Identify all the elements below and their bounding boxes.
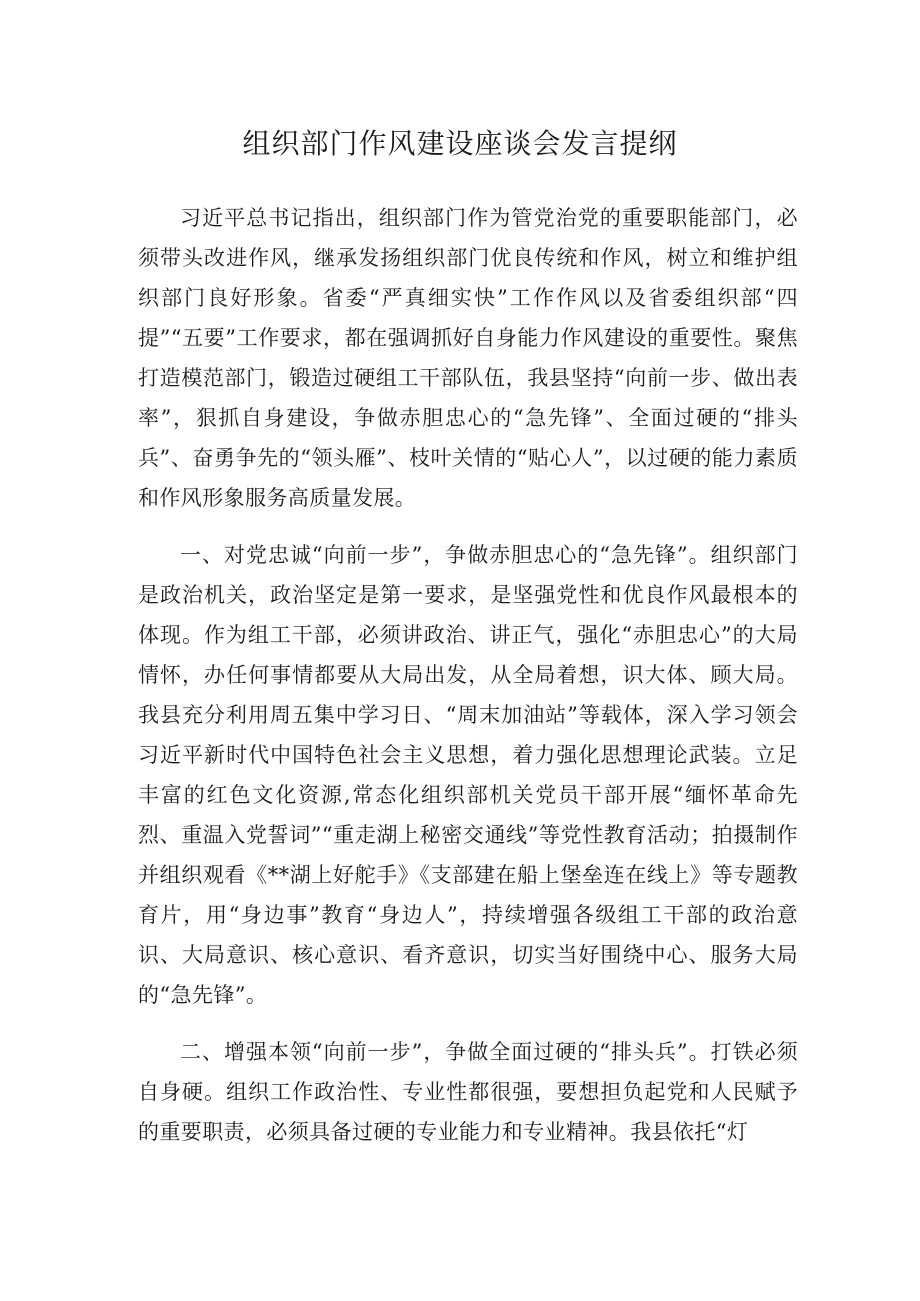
paragraph-section-one: 一、对党忠诚“向前一步”，争做赤胆忠心的“急先锋”。组织部门是政治机关，政治坚定是第一要求，是坚强党性和优良作风最根本的体现。作为组工干部，必须讲政治、讲正气，强化“赤胆忠心”的大局情怀，办任何事情都要从大局出发，从全局着想，识大体、顾大局。我县充分利用周五集中学习日、“周末加油站”等载体，深入学习领会习近平新时代中国特色社会主义思想，着力强化思想理论武装。立足丰富的红色文化资源,常态化组织部机关党员干部开展“缅怀革命先烈、重温入党誓词”“重走湖上秘密交通线”等党性教育活动；拍摄制作并组织观看《**湖上好舵手》《支部建在船上堡垒连在线上》等专题教育片，用“身边事”教育“身边人”，持续增强各级组工干部的政治意识、大局意识、核心意识、看齐意识，切实当好围绕中心、服务大局的“急先锋”。 — [138, 543, 798, 1007]
document-body — [138, 198, 798, 1169]
paragraph-intro: 习近平总书记指出，组织部门作为管党治党的重要职能部门，必须带头改进作风，继承发扬组织部门优良传统和作风，树立和维护组织部门良好形象。省委“严真细实快”工作作风以及省委组织部“四提”“五要”工作要求，都在强调抓好自身能力作风建设的重要性。聚焦打造模范部门，锻造过硬组工干部队伍，我县坚持“向前一步、做出表率”，狠抓自身建设，争做赤胆忠心的“急先锋”、全面过硬的“排头兵”、奋勇争先的“领头雁”、枝叶关情的“贴心人”，以过硬的能力素质和作风形象服务高质量发展。 — [138, 206, 798, 510]
document-title: 组织部门作风建设座谈会发言提纲 — [242, 127, 678, 160]
paragraph-section-two: 二、增强本领“向前一步”，争做全面过硬的“排头兵”。打铁必须自身硬。组织工作政治性、专业性都很强，要想担负起党和人民赋予的重要职责，必须具备过硬的专业能力和专业精神。我县依托“灯 — [138, 1040, 798, 1144]
